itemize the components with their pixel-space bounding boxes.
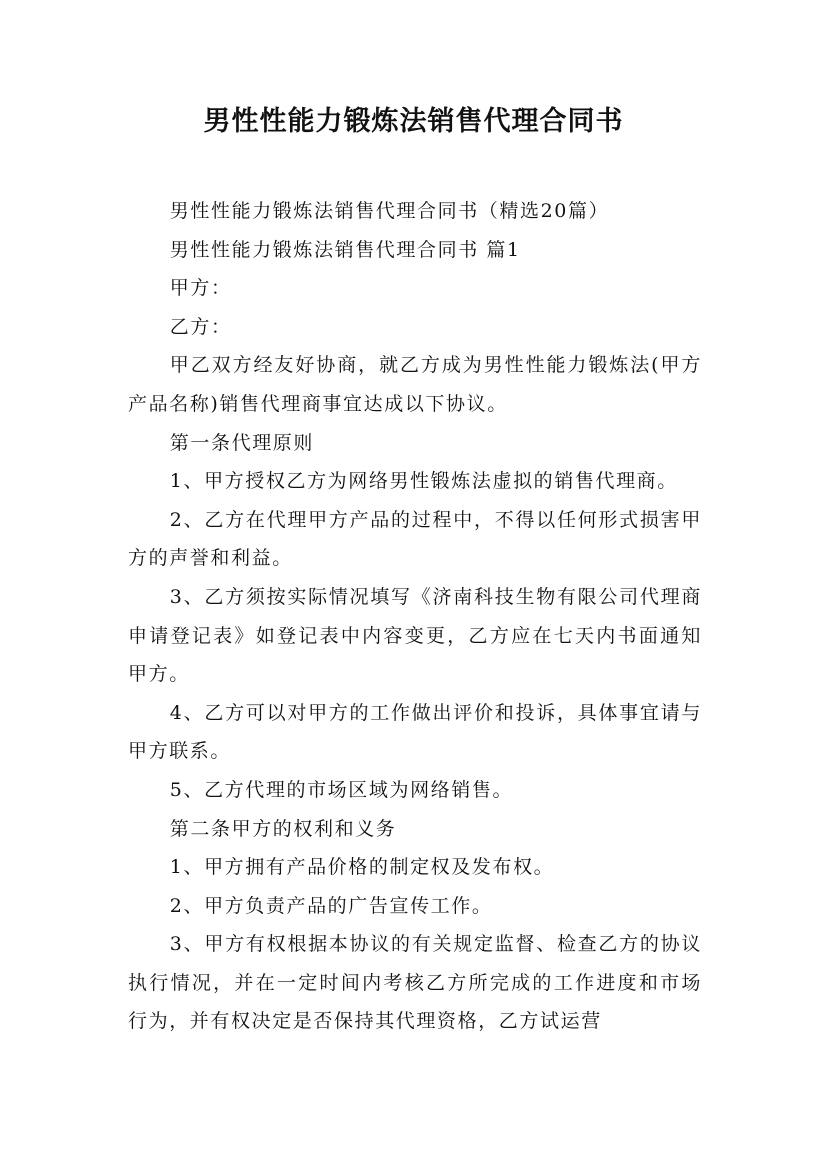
clause-paragraph: 2、甲方负责产品的广告宣传工作。: [169, 894, 493, 917]
article-heading: 第二条甲方的权利和义务: [169, 817, 397, 840]
clause-paragraph: 4、乙方可以对甲方的工作做出评价和投诉，具体事宜请与甲方联系。: [128, 701, 702, 763]
subtitle-paragraph: 男性性能力锻炼法销售代理合同书（精选20篇）: [169, 200, 610, 222]
clause-paragraph: 1、甲方拥有产品价格的制定权及发布权。: [169, 856, 555, 879]
party-b-line: 乙方：: [169, 315, 232, 338]
section-heading: 男性性能力锻炼法销售代理合同书 篇1: [169, 238, 521, 261]
document-title: 男性性能力锻炼法销售代理合同书: [203, 106, 624, 137]
clause-paragraph: 5、乙方代理的市场区域为网络销售。: [169, 778, 514, 801]
clause-paragraph: 1、甲方授权乙方为网络男性锻炼法虚拟的销售代理商。: [169, 470, 678, 493]
clause-paragraph: 3、乙方须按实际情况填写《济南科技生物有限公司代理商申请登记表》如登记表中内容变更，乙方应在七天内书面通知甲方。: [128, 585, 702, 686]
clause-paragraph: 2、乙方在代理甲方产品的过程中，不得以任何形式损害甲方的声誉和利益。: [128, 508, 702, 570]
clause-paragraph: 3、甲方有权根据本协议的有关规定监督、检查乙方的协议执行情况，并在一定时间内考核乙方所完成的工作进度和市场行为，并有权决定是否保持其代理资格，乙方试运营: [128, 933, 702, 1033]
party-a-line: 甲方：: [169, 277, 232, 300]
document-body: [128, 192, 702, 1041]
preamble-paragraph: 甲乙双方经友好协商，就乙方成为男性性能力锻炼法(甲方产品名称)销售代理商事宜达成以下协议。: [128, 354, 702, 415]
article-heading: 第一条代理原则: [169, 431, 314, 454]
